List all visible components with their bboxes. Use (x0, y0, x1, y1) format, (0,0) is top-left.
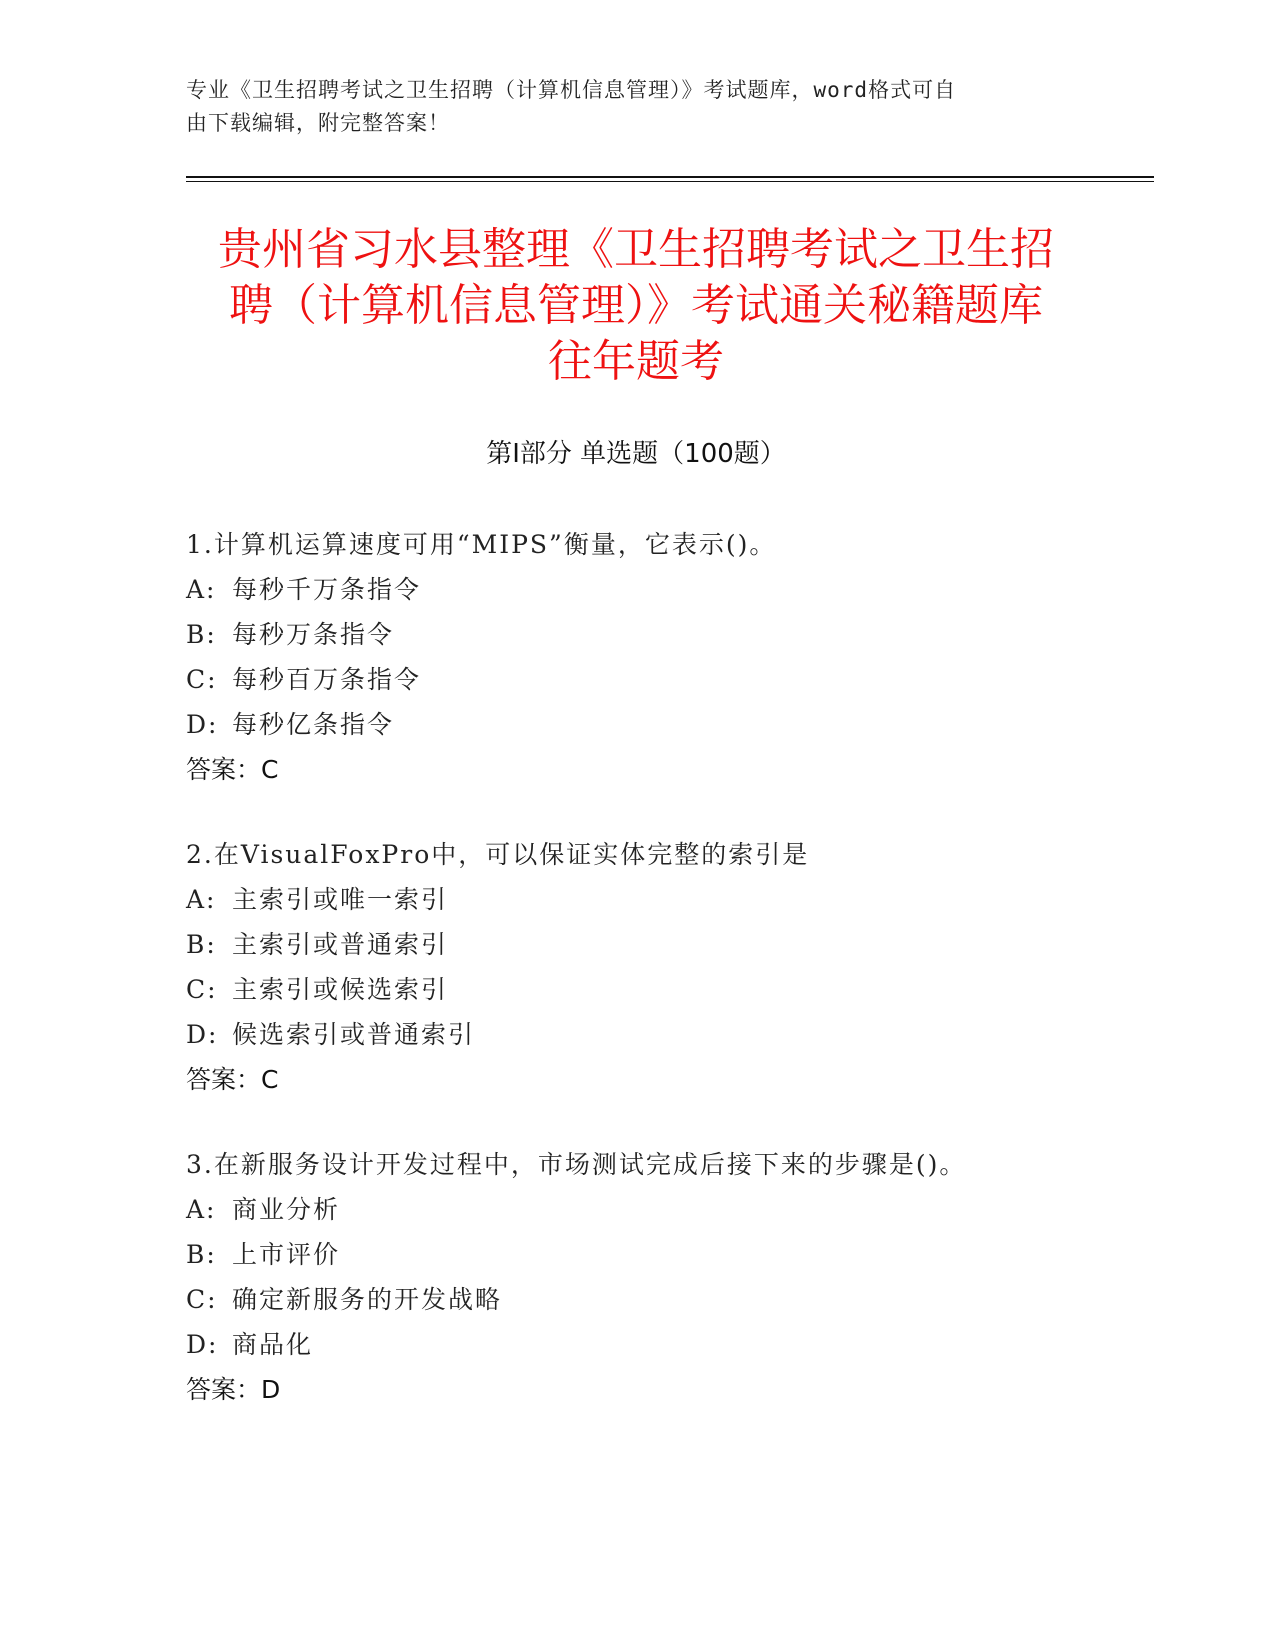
option-key: D: (186, 1330, 219, 1359)
option-c (186, 1277, 1146, 1322)
option-key: C: (186, 1285, 218, 1314)
option-key: A: (186, 885, 217, 914)
option-text: 上市评价 (232, 1240, 341, 1269)
option-key: D: (186, 1020, 219, 1049)
answer-value: C (261, 755, 279, 784)
answer-value: D (261, 1375, 281, 1404)
header-rule-thin (186, 181, 1154, 182)
header-note-line-1: 专业《卫生招聘考试之卫生招聘（计算机信息管理）》考试题库，word格式可自 (186, 78, 957, 102)
option-key: A: (186, 1195, 217, 1224)
header-note-line-2: 由下载编辑，附完整答案！ (186, 111, 450, 135)
title-line-2: 聘（计算机信息管理）》考试通关秘籍题库 (229, 280, 1043, 331)
answer-line (186, 1057, 1146, 1102)
header-note (186, 74, 1066, 140)
question-stem: 1.计算机运算速度可用“MIPS”衡量，它表示()。 (186, 530, 777, 559)
option-d (186, 1012, 1146, 1057)
option-b (186, 612, 1146, 657)
question-stem: 3.在新服务设计开发过程中，市场测试完成后接下来的步骤是()。 (186, 1150, 967, 1179)
option-key: D: (186, 710, 219, 739)
option-text: 每秒千万条指令 (232, 575, 422, 604)
option-text: 每秒亿条指令 (232, 710, 395, 739)
option-b (186, 1232, 1146, 1277)
question-3 (186, 1142, 1146, 1412)
option-key: C: (186, 975, 218, 1004)
option-key: B: (186, 620, 217, 649)
answer-label: 答案： (186, 1065, 262, 1094)
answer-label: 答案： (186, 755, 262, 784)
option-c (186, 967, 1146, 1012)
option-a (186, 1187, 1146, 1232)
option-b (186, 922, 1146, 967)
title-line-3: 往年题考 (548, 336, 724, 387)
title-line-1: 贵州省习水县整理《卫生招聘考试之卫生招 (218, 224, 1054, 275)
answer-value: C (261, 1065, 279, 1094)
option-key: B: (186, 1240, 217, 1269)
header-rule-thick (186, 176, 1154, 178)
option-d (186, 1322, 1146, 1367)
option-text: 商业分析 (232, 1195, 341, 1224)
option-key: A: (186, 575, 217, 604)
option-key: B: (186, 930, 217, 959)
answer-line (186, 1367, 1146, 1412)
question-2 (186, 832, 1146, 1102)
answer-line (186, 747, 1146, 792)
document-title (186, 222, 1086, 390)
option-d (186, 702, 1146, 747)
option-text: 主索引或普通索引 (232, 930, 449, 959)
section-heading: 第Ⅰ部分 单选题（100题） (486, 439, 786, 469)
option-text: 每秒百万条指令 (232, 665, 422, 694)
option-text: 候选索引或普通索引 (232, 1020, 476, 1049)
question-list (186, 522, 1146, 1452)
question-1 (186, 522, 1146, 792)
option-key: C: (186, 665, 218, 694)
answer-label: 答案： (186, 1375, 262, 1404)
option-text: 每秒万条指令 (232, 620, 395, 649)
option-text: 商品化 (232, 1330, 314, 1359)
option-a (186, 567, 1146, 612)
option-text: 确定新服务的开发战略 (232, 1285, 503, 1314)
option-a (186, 877, 1146, 922)
question-stem: 2.在VisualFoxPro中，可以保证实体完整的索引是 (186, 840, 810, 869)
option-text: 主索引或唯一索引 (232, 885, 449, 914)
option-text: 主索引或候选索引 (232, 975, 449, 1004)
option-c (186, 657, 1146, 702)
